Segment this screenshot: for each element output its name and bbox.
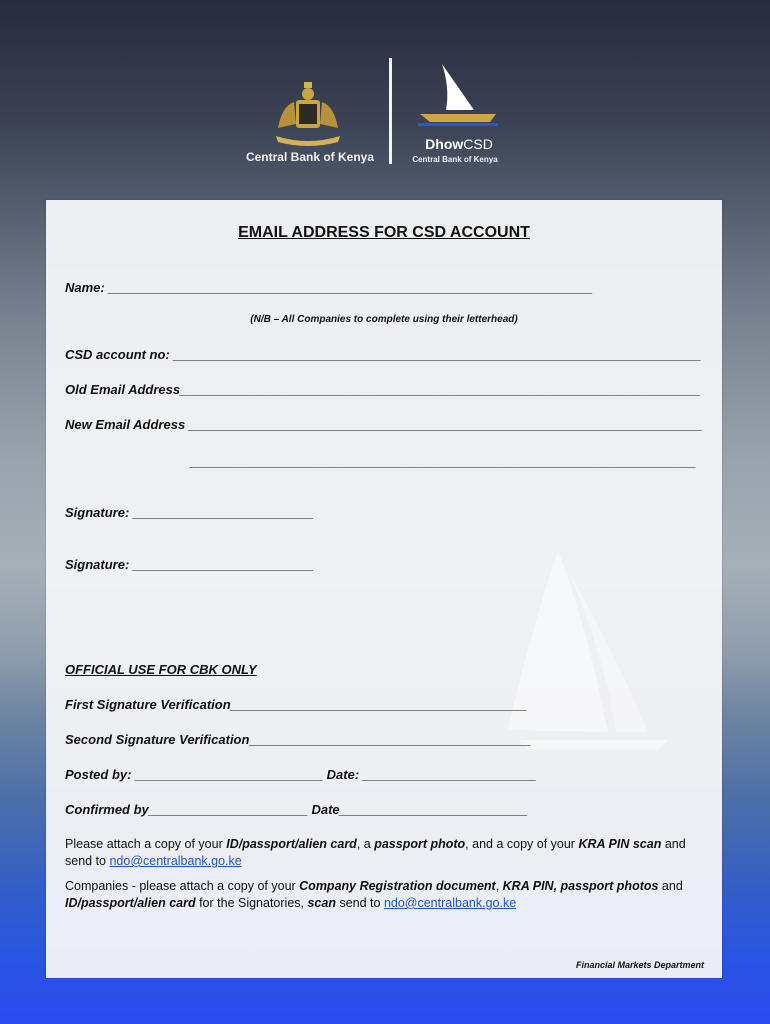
confirmed-by-line[interactable]: Confirmed by______________________ Date__________________________	[65, 802, 528, 817]
para2-text-5: send to	[335, 896, 384, 910]
form-title: EMAIL ADDRESS FOR CSD ACCOUNT	[238, 224, 530, 241]
signature-2-field-line[interactable]: Signature: _________________________	[65, 557, 314, 572]
para1-bold-2: passport photo	[374, 837, 466, 851]
para1-text-3: , and a copy of your	[465, 837, 579, 851]
para2-text-2: ,	[495, 879, 503, 893]
ndo-email-link-2[interactable]: ndo@centralbank.go.ke	[383, 896, 517, 910]
first-verification-line[interactable]: First Signature Verification_________________________________________	[65, 697, 528, 712]
para2-bold-1: Company Registration document	[299, 879, 496, 893]
csd-account-field-line[interactable]: CSD account no: _________________________________________________________________________	[65, 347, 702, 362]
posted-by-line[interactable]: Posted by: __________________________ Date: ________________________	[65, 767, 537, 782]
para1-text-4: and send to	[65, 837, 686, 868]
new-email-field-line-2[interactable]: ______________________________________________________________________	[190, 454, 697, 469]
header-divider	[389, 58, 392, 164]
letterhead	[0, 0, 770, 200]
para2-bold-4: scan	[307, 896, 336, 910]
name-field-line[interactable]: Name: ___________________________________________________________________	[65, 280, 593, 295]
para1-text-1: Please attach a copy of your	[65, 837, 227, 851]
signature-1-field-line[interactable]: Signature: _________________________	[65, 505, 314, 520]
old-email-field-line[interactable]: Old Email Address________________________________________________________________________	[65, 382, 701, 397]
dhow-bold-text: Dhow	[425, 136, 464, 152]
sailboat-watermark-icon	[498, 550, 698, 800]
ndo-email-link[interactable]: ndo@centralbank.go.ke	[109, 854, 242, 868]
official-use-heading: OFFICIAL USE FOR CBK ONLY	[65, 662, 257, 677]
dhow-light-text: CSD	[463, 136, 493, 152]
para2-text-3: and	[658, 879, 683, 893]
department-footer: Financial Markets Department	[575, 960, 704, 970]
para2-text-4: for the Signatories,	[195, 896, 308, 910]
para2-text-1: Companies - please attach a copy of your	[65, 879, 300, 893]
dhow-subtitle: Central Bank of Kenya	[412, 155, 498, 164]
form-sheet	[46, 200, 722, 978]
new-email-field-line[interactable]: New Email Address _______________________________________________________________________	[65, 417, 703, 432]
para1-bold-1: ID/passport/alien card	[226, 837, 357, 851]
para1-bold-3: KRA PIN scan	[578, 837, 662, 851]
dhow-boat-icon	[416, 60, 500, 132]
company-instructions	[65, 878, 710, 912]
cbk-coat-of-arms-icon	[268, 80, 348, 150]
second-verification-line[interactable]: Second Signature Verification_______________________________________	[65, 732, 532, 747]
cbk-name: Central Bank of Kenya	[245, 150, 375, 164]
para1-text-2: , a	[356, 837, 375, 851]
para2-bold-3: ID/passport/alien card	[65, 896, 196, 910]
dhowcsd-wordmark	[414, 136, 504, 152]
attachment-instructions	[65, 836, 710, 870]
para2-bold-2: KRA PIN, passport photos	[502, 879, 659, 893]
letterhead-note: (N/B – All Companies to complete using their letterhead)	[250, 314, 518, 325]
